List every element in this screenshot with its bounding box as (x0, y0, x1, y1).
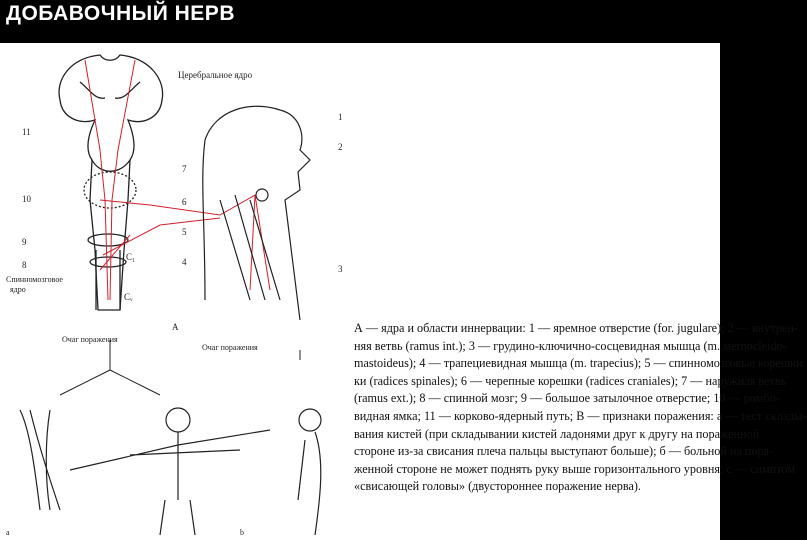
label-5: 5 (182, 227, 187, 237)
figure-caption (348, 316, 807, 540)
caption-line: няя ветвь (ramus int.); 3 — грудино-ключично-сосцевидная мышца (m. sternocleido- (354, 338, 787, 353)
label-11: 11 (22, 127, 31, 137)
caption-line: «свисающей головы» (двустороннее поражение нерва). (354, 479, 641, 494)
label-panel-b-small: b (240, 528, 244, 537)
neck-drawing (203, 106, 310, 320)
label-cv: Cᵥ (124, 292, 133, 302)
caption-line: (ramus ext.); 8 — спинной мозг; 9 — большое затылочное отверстие; 10 — ромбо- (354, 391, 780, 406)
clinical-figures (20, 408, 321, 535)
label-6: 6 (182, 197, 187, 207)
lesion-markers (60, 340, 300, 395)
caption-line: вания кистей (при складывании кистей ладонями друг к другу на пораженной (354, 426, 760, 441)
label-c1: C₁ (126, 252, 136, 262)
label-3: 3 (338, 264, 343, 274)
label-panel-a: A (172, 322, 179, 332)
caption-line: ки (radices spinales); 6 — черепные корешки (radices craniales); 7 — наружная ветвь (354, 373, 787, 388)
caption-line: А — ядра и области иннервации: 1 — яремное отверстие (for. jugulare); 2 — внутрен- (354, 321, 798, 335)
caption-line: женной стороне не может поднять руку выше горизонтального уровня; с — симптом (354, 461, 795, 476)
label-10: 10 (22, 194, 31, 204)
nerve-pathways (85, 60, 270, 300)
label-9: 9 (22, 237, 27, 247)
label-panel-a-small: а (6, 528, 10, 537)
slide-title: ДОБАВОЧНЫЙ НЕРВ (6, 2, 235, 25)
label-2: 2 (338, 142, 343, 152)
label-7: 7 (182, 164, 187, 174)
label-lesion-left: Очаг поражения (62, 335, 118, 344)
label-spinal-nucleus-2: ядро (10, 285, 26, 294)
label-lesion-right: Очаг поражения (202, 343, 258, 352)
caption-line: видная ямка; 11 — корково-ядерный путь; В — признаки поражения: а — тест склады- (354, 408, 807, 423)
label-4: 4 (182, 257, 187, 267)
label-nucleus: Церебральное ядро (178, 70, 253, 80)
caption-line: стороне из-за свисания плеча пальцы выступают больше); б — больной на пора- (354, 444, 774, 459)
label-spinal-nucleus-1: Спинномозговое (6, 275, 63, 284)
label-8: 8 (22, 260, 27, 270)
caption-line: mastoideus); 4 — трапециевидная мышца (m. trapecius); 5 — спинномозговые корешки (354, 356, 803, 371)
label-1: 1 (338, 112, 343, 122)
